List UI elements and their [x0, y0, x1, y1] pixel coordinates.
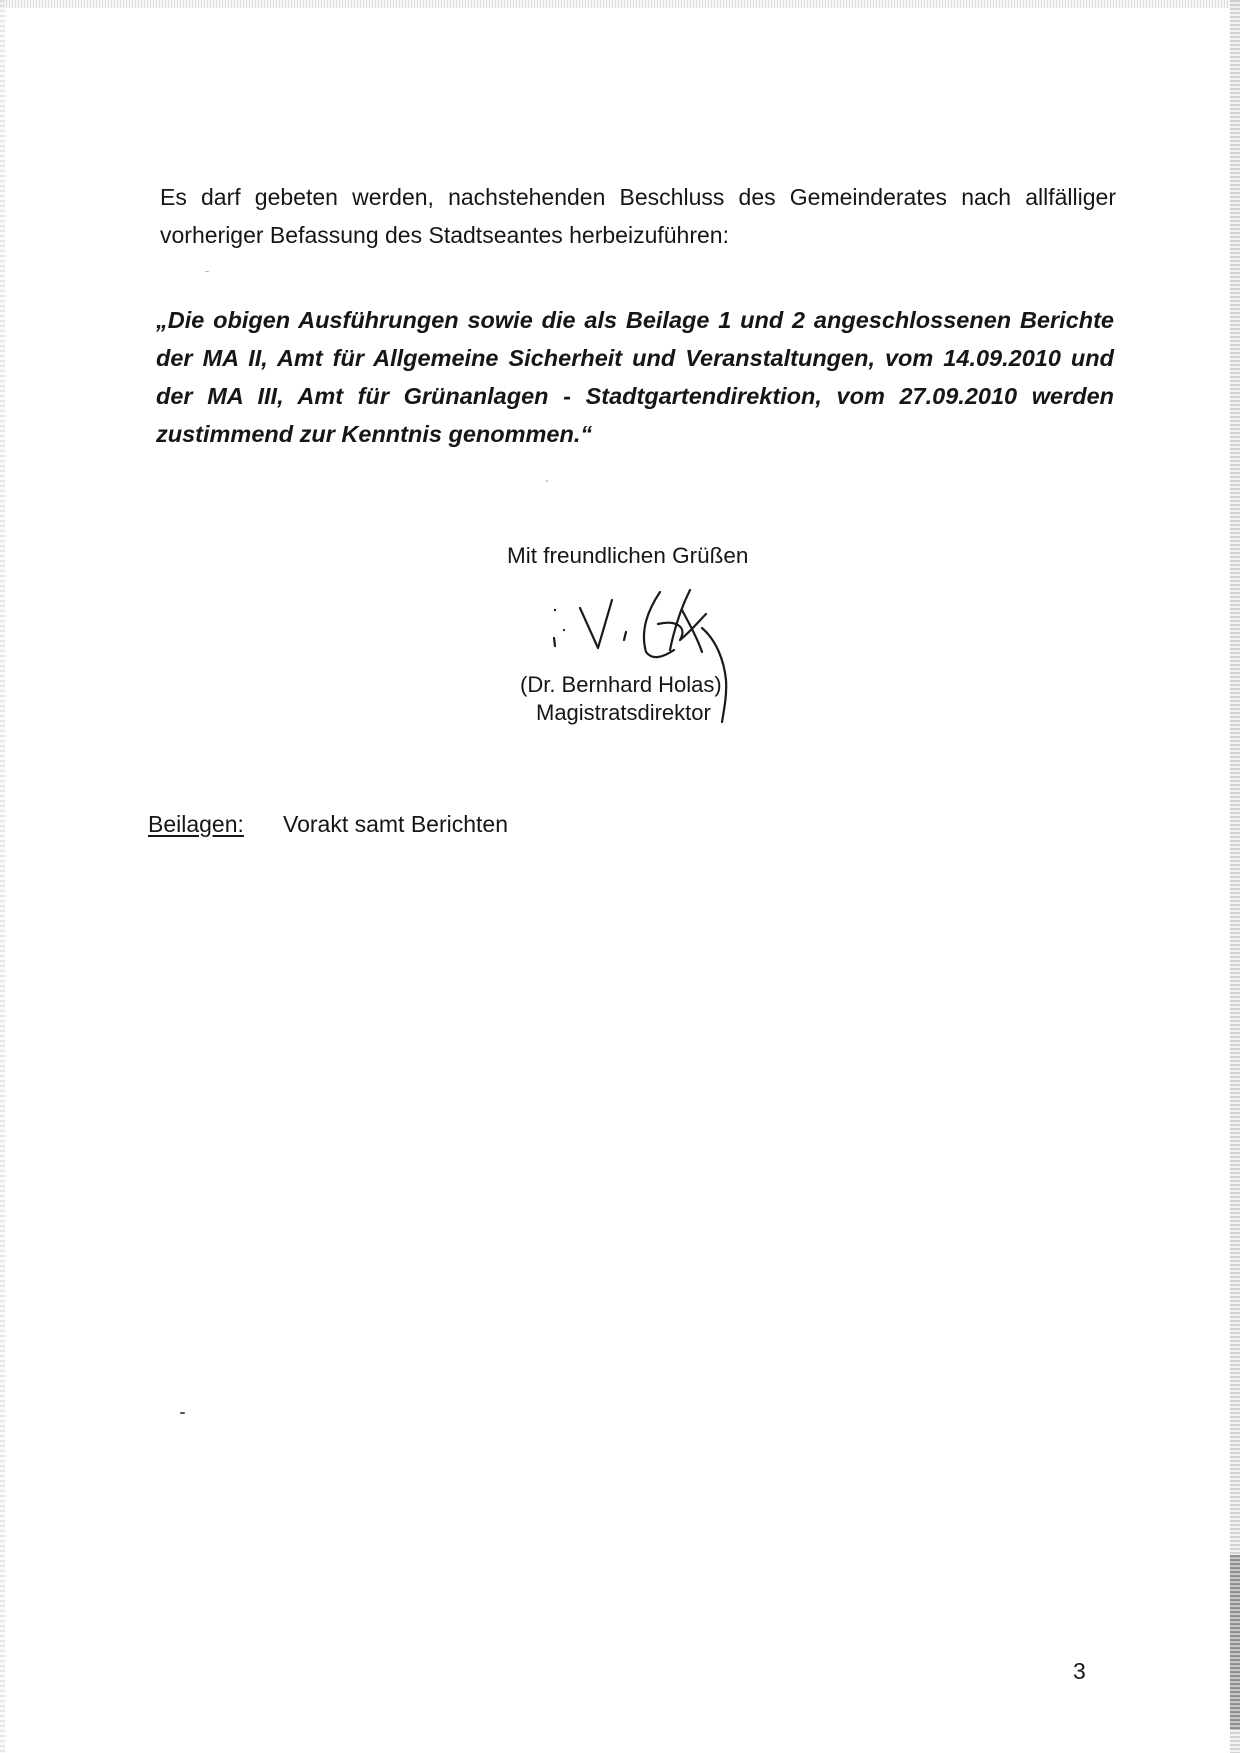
enclosures-value: Vorakt samt Berichten [283, 811, 508, 837]
scan-speck [205, 271, 209, 272]
intro-paragraph-line-1: Es darf gebeten werden, nachstehenden Beschluss des Gemeinderates nach allfälliger [160, 184, 1116, 210]
signer-name: (Dr. Bernhard Holas) [520, 672, 722, 697]
scan-edge-right [1230, 0, 1240, 1753]
signer-title: Magistratsdirektor [536, 700, 711, 725]
enclosures-label: Beilagen: [148, 811, 244, 837]
scan-speck [546, 480, 548, 482]
scan-speck [180, 1412, 185, 1414]
page-number: 3 [1073, 1658, 1086, 1684]
closing-greeting: Mit freundlichen Grüßen [507, 543, 749, 568]
scan-edge-left [0, 0, 5, 1753]
scan-edge-top [0, 0, 1240, 8]
intro-paragraph-line-2: vorheriger Befassung des Stadtseantes herbeizuführen: [160, 222, 729, 248]
resolution-text: „Die obigen Ausführungen sowie die als Beilage 1 und 2 angeschlossenen Berichte der MA II, Amt für Allgemeine Sicherheit und Veranstaltungen, vom 14.09.2010 und der MA III, Amt für Grünanlagen - Stadtgartendirektion, vom 27.09.2010 werden zustimmend zur Kenntnis genommen.“ [156, 307, 1114, 447]
scan-edge-shadow [1230, 1555, 1240, 1730]
